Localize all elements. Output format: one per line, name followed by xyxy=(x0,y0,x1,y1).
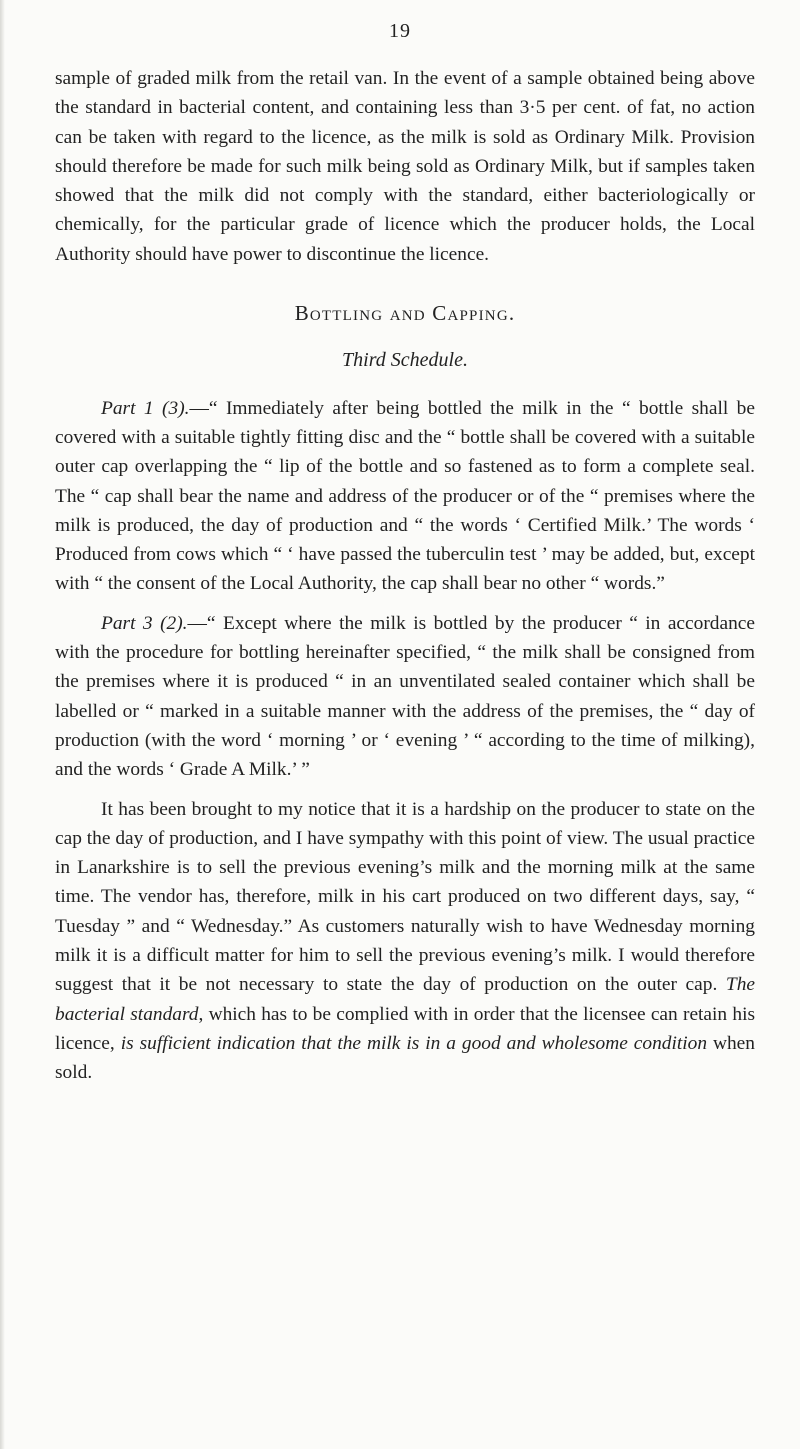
section-subheading: Third Schedule. xyxy=(342,349,468,372)
quote-text: —“ Immediately after being bottled the milk in the “ bottle shall be covered with a suitable tightly fitting disc and the “ bottle shall be covered with a suitable outer cap overlapping the “ lip of the bottle and so fastened as to form a complete seal. The “ cap shall bear the name and address of the producer or of the “ premises where the milk is produced, the day of production and “ the words ‘ Certified Milk.’ The words ‘ Produced from cows which “ ‘ have passed the tuberculin test ’ may be added, but, except with “ the consent of the Local Authority, the cap shall bear no other “ words.” xyxy=(55,397,755,595)
page-number: 19 xyxy=(389,20,411,42)
closing-text-end: when sold. xyxy=(55,1032,755,1084)
paragraph-closing xyxy=(55,795,755,1088)
page-edge-shadow xyxy=(0,0,5,1449)
quote-text: —“ Except where the milk is bottled by the producer “ in accordance with the procedure for bottling hereinafter specified, “ the milk shall be consigned from the premises where it is produced “ in an unventilated sealed container which shall be labelled or “ marked in a suitable manner with the address of the premises, the “ day of production (with the word ‘ morning ’ or ‘ evening ’ “ according to the time of milking), and the words ‘ Grade A Milk.’ ” xyxy=(55,612,755,781)
section-heading: Bottling and Capping. xyxy=(294,301,516,326)
closing-text: It has been brought to my notice that it is a hardship on the producer to state on the cap the day of production, and I have sympathy with this point of view. The usual practice in Lanarkshire is to sell the previous evening’s milk and the morning milk at the same time. The vendor has, therefore, milk in his cart produced on two different days, say, “ Tuesday ” and “ Wednesday.” As customers naturally wish to have Wednesday morning milk it is a difficult matter for him to sell the previous evening’s milk. I would therefore suggest that it be not necessary to state the day of production on the outer cap. xyxy=(55,798,755,996)
closing-text-middle: , which has to be complied with in order that the licensee can retain his licence, xyxy=(55,1003,756,1054)
quote-reference: Part 1 (3). xyxy=(101,397,190,419)
paragraph-opening: sample of graded milk from the retail van. In the event of a sample obtained being above the standard in bacterial content, and containing less than 3·5 per cent. of fat, no action can be taken with regard to the licence, as the milk is sold as Ordinary Milk. Provision should therefore be made for such milk being sold as Ordinary Milk, but if samples taken showed that the milk did not comply with the standard, either bacteriologically or chemically, for the particular grade of licence which the producer holds, the Local Authority should have power to discontinue the licence. xyxy=(55,68,755,265)
quote-reference: Part 3 (2). xyxy=(101,612,188,634)
quote-part-3-2 xyxy=(55,609,755,785)
closing-italic-standard: The bacterial standard xyxy=(55,974,755,1025)
closing-italic-indication: is sufficient indication that the milk is in a good and wholesome condition xyxy=(120,1032,708,1054)
page-content xyxy=(55,64,755,1088)
quote-part-1-3 xyxy=(55,394,755,599)
